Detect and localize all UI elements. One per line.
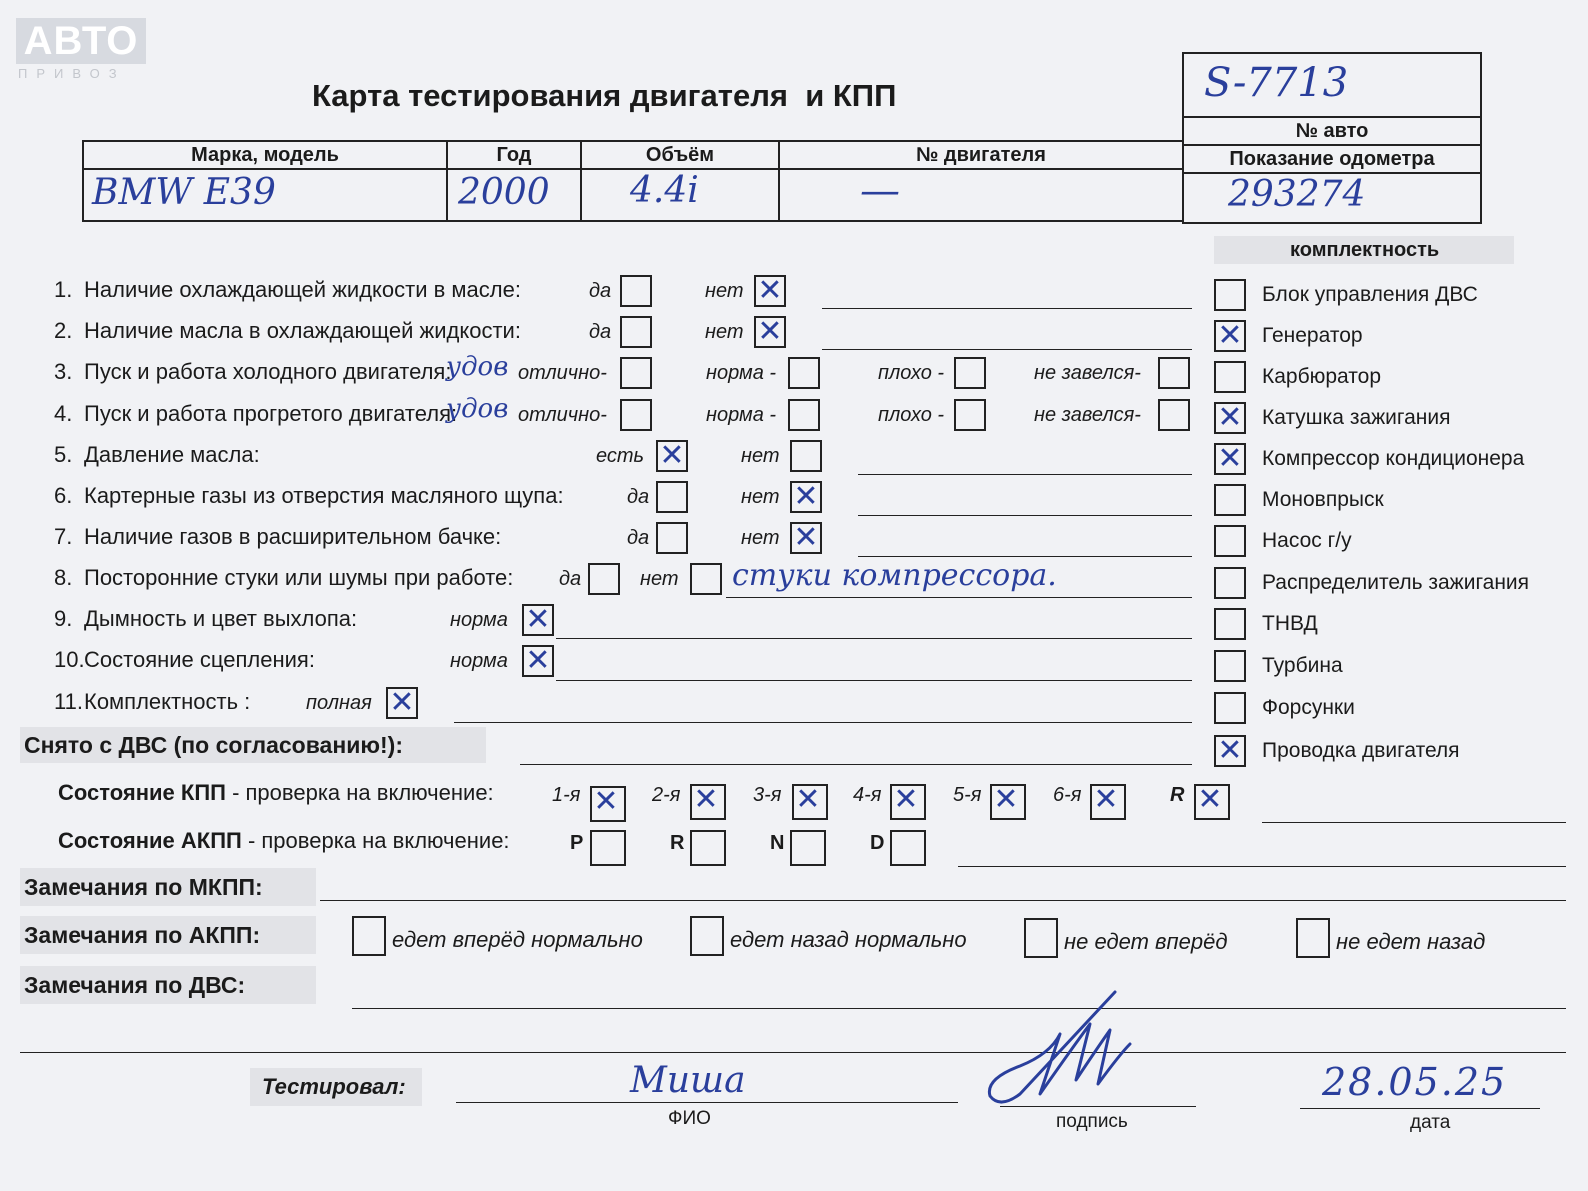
option-no-label: нет [640,568,679,590]
kit-label: Компрессор кондиционера [1262,447,1525,470]
option-bad-label: плохо - [878,404,945,426]
gear-checkbox[interactable] [1090,784,1126,820]
question-text: Пуск и работа прогретого двигателя: [84,401,458,426]
cell-odometer [1182,172,1482,224]
kit-checkbox[interactable] [1214,402,1246,434]
cell-make-model [82,168,448,222]
q4-excellent-checkbox[interactable] [620,399,652,431]
engine-number-value: — [860,168,900,214]
name-line [456,1102,958,1103]
option-present-label: есть [596,445,645,467]
question-text: Давление масла: [84,442,260,467]
dvs-remarks-line [352,1008,1566,1009]
q5-note-line [858,474,1192,475]
option-not-started-label: не завелся- [1034,362,1141,384]
question-text: Наличие масла в охлаждающей жидкости: [84,318,521,343]
kpp-note-line [1262,822,1566,823]
removed-line [520,764,1192,765]
odometer-value: 293274 [1228,174,1366,215]
question-2 [54,318,521,344]
q5-present-checkbox[interactable] [656,440,688,472]
akpp-no-forward-checkbox[interactable] [1024,918,1058,958]
question-5 [54,442,260,468]
question-number: 4. [54,401,73,426]
kit-label: Катушка зажигания [1262,406,1451,429]
dvs-remarks-line-2 [20,1052,1566,1053]
kit-label: Форсунки [1262,696,1355,719]
q9-note-line [556,638,1192,639]
mode-label: P [570,832,584,854]
question-8 [54,565,513,591]
kit-checkbox[interactable] [1214,567,1246,599]
option-bad-label: плохо - [878,362,945,384]
cell-year [446,168,582,222]
q3-bad-checkbox[interactable] [954,357,986,389]
mode-checkbox[interactable] [790,830,826,866]
question-10 [54,647,315,673]
akpp-backward-ok-label: едет назад нормально [730,927,967,952]
kpp-label-bold: Состояние КПП [58,780,226,805]
car-number-label: № авто [1182,116,1482,146]
question-text: Пуск и работа холодного двигателя: [84,359,452,384]
q8-note-line [726,597,1192,598]
removed-label: Снято с ДВС (по согласованию!): [24,732,403,758]
name-caption: ФИО [668,1108,711,1129]
question-text: Посторонние стуки или шумы при работе: [84,565,514,590]
gear-label: R [1170,784,1185,806]
akpp-remarks-label: Замечания по АКПП: [24,922,261,948]
kpp-label-rest: - проверка на включение: [225,780,494,805]
warm-start-note: удов [446,394,509,424]
gear-checkbox[interactable] [792,784,828,820]
kit-checkbox[interactable] [1214,735,1246,767]
gear-label: 1-я [552,784,581,806]
signature-line [1000,1106,1196,1107]
gear-checkbox[interactable] [890,784,926,820]
signature-mark [980,984,1180,1114]
kit-checkbox[interactable] [1214,525,1246,557]
q1-note-line [822,308,1192,309]
question-text: Состояние сцепления: [84,647,315,672]
akpp-label-rest: - проверка на включение: [241,828,510,853]
option-norm-label: норма [450,650,508,672]
car-number-value: S-7713 [1204,60,1349,106]
option-excellent-label: отлично- [518,404,607,426]
option-normal-label: норма - [706,404,777,426]
q3-excellent-checkbox[interactable] [620,357,652,389]
option-excellent-label: отлично- [518,362,607,384]
mode-checkbox[interactable] [890,830,926,866]
cell-engine-number [778,168,1184,222]
kit-checkbox[interactable] [1214,484,1246,516]
option-no-label: нет [741,486,780,508]
volume-value: 4.4i [630,170,699,211]
kit-label: ТНВД [1262,612,1318,635]
gear-label: 3-я [753,784,782,806]
q6-no-checkbox[interactable] [790,481,822,513]
question-6 [54,483,564,509]
q3-not-started-checkbox[interactable] [1158,357,1190,389]
question-text: Наличие газов в расширительном бачке: [84,524,502,549]
option-not-started-label: не завелся- [1034,404,1141,426]
question-number: 11. [54,689,83,714]
q4-normal-checkbox[interactable] [788,399,820,431]
mode-label: D [870,832,885,854]
q1-yes-checkbox[interactable] [620,275,652,307]
q9-norm-checkbox[interactable] [522,604,554,636]
kit-checkbox[interactable] [1214,443,1246,475]
q4-bad-checkbox[interactable] [954,399,986,431]
kit-checkbox[interactable] [1214,361,1246,393]
gear-label: 6-я [1053,784,1082,806]
tester-name-value: Миша [630,1060,746,1101]
kit-checkbox[interactable] [1214,650,1246,682]
akpp-no-backward-checkbox[interactable] [1296,918,1330,958]
option-yes-label: да [589,321,612,343]
akpp-label-bold: Состояние АКПП [58,828,242,853]
q10-norm-checkbox[interactable] [522,645,554,677]
option-yes-label: да [627,527,650,549]
completeness-header: комплектность [1290,239,1440,261]
question-number: 10. [54,647,85,672]
gear-checkbox[interactable] [590,786,626,822]
mkpp-remarks-line [320,900,1566,901]
header-engine-number: № двигателя [778,140,1184,170]
q5-no-checkbox[interactable] [790,440,822,472]
header-make-model: Марка, модель [82,140,448,170]
q7-note-line [858,556,1192,557]
q10-note-line [556,680,1192,681]
kit-label: Турбина [1262,654,1343,677]
dvs-remarks-label: Замечания по ДВС: [24,972,246,998]
mkpp-remarks-label: Замечания по МКПП: [24,874,263,900]
site-logo-subtitle: ПРИВОЗ [18,66,126,81]
question-4 [54,401,457,427]
kit-checkbox[interactable] [1214,692,1246,724]
cell-volume [580,168,780,222]
option-no-label: нет [741,527,780,549]
signature-caption: подпись [1056,1111,1128,1132]
option-no-label: нет [741,445,780,467]
q11-note-line [454,722,1192,723]
kpp-check-label [58,780,494,806]
question-number: 6. [54,483,73,508]
kit-label: Насос г/у [1262,529,1352,552]
kit-label: Генератор [1262,324,1363,347]
year-value: 2000 [458,172,550,213]
gear-checkbox[interactable] [1194,784,1230,820]
kit-checkbox[interactable] [1214,320,1246,352]
q8-no-checkbox[interactable] [690,563,722,595]
akpp-note-line [958,866,1566,867]
q4-not-started-checkbox[interactable] [1158,399,1190,431]
tested-by-label: Тестировал: [262,1074,406,1099]
q8-yes-checkbox[interactable] [588,563,620,595]
header-volume: Объём [580,140,780,170]
mode-checkbox[interactable] [690,830,726,866]
kit-label: Блок управления ДВС [1262,283,1478,306]
question-text: Комплектность : [84,689,251,714]
option-normal-label: норма - [706,362,777,384]
gear-checkbox[interactable] [990,784,1026,820]
q7-no-checkbox[interactable] [790,522,822,554]
q2-no-checkbox[interactable] [754,316,786,348]
question-text: Картерные газы из отверстия масляного щупа: [84,483,564,508]
gear-label: 5-я [953,784,982,806]
question-7 [54,524,501,550]
option-full-label: полная [306,692,372,714]
page-title: Карта тестирования двигателя и КПП [312,78,897,113]
gear-checkbox[interactable] [690,784,726,820]
mode-checkbox[interactable] [590,830,626,866]
gear-label: 4-я [853,784,882,806]
cold-start-note: удов [446,352,509,382]
site-logo: АВТО [16,18,146,64]
q1-no-checkbox[interactable] [754,275,786,307]
q6-yes-checkbox[interactable] [656,481,688,513]
make-model-value: BMW E39 [92,172,276,213]
akpp-backward-ok-checkbox[interactable] [690,916,724,956]
kit-label: Проводка двигателя [1262,739,1460,762]
question-text: Наличие охлаждающей жидкости в масле: [84,277,521,302]
question-3 [54,359,451,385]
car-number-box [1182,52,1482,118]
akpp-no-backward-label: не едет назад [1336,929,1486,954]
akpp-no-forward-label: не едет вперёд [1064,929,1228,954]
q2-yes-checkbox[interactable] [620,316,652,348]
question-number: 1. [54,277,73,302]
option-norm-label: норма [450,609,508,631]
header-year: Год [446,140,582,170]
question-number: 8. [54,565,73,590]
question-number: 5. [54,442,73,467]
option-no-label: нет [705,321,744,343]
date-caption: дата [1410,1112,1451,1133]
kit-label: Распределитель зажигания [1262,571,1530,594]
header-odometer: Показание одометра [1182,144,1482,174]
option-yes-label: да [559,568,582,590]
gear-label: 2-я [652,784,681,806]
akpp-forward-ok-checkbox[interactable] [352,916,386,956]
question-9 [54,606,357,632]
question-text: Дымность и цвет выхлопа: [84,606,358,631]
akpp-forward-ok-label: едет вперёд нормально [392,927,643,952]
kit-label: Моновпрыск [1262,488,1384,511]
mode-label: N [770,832,785,854]
question-number: 9. [54,606,73,631]
q2-note-line [822,349,1192,350]
q6-note-line [858,515,1192,516]
question-1 [54,277,521,303]
mode-label: R [670,832,685,854]
q7-yes-checkbox[interactable] [656,522,688,554]
question-number: 7. [54,524,73,549]
question-number: 3. [54,359,73,384]
option-no-label: нет [705,280,744,302]
question-11 [54,689,250,715]
option-yes-label: да [589,280,612,302]
akpp-check-label [58,828,510,854]
date-value: 28.05.25 [1322,1060,1508,1104]
question-number: 2. [54,318,73,343]
noise-note: стуки компрессора. [732,558,1057,593]
date-line [1300,1108,1540,1109]
kit-checkbox[interactable] [1214,279,1246,311]
kit-checkbox[interactable] [1214,608,1246,640]
option-yes-label: да [627,486,650,508]
q3-normal-checkbox[interactable] [788,357,820,389]
kit-label: Карбюратор [1262,365,1382,388]
q11-full-checkbox[interactable] [386,687,418,719]
